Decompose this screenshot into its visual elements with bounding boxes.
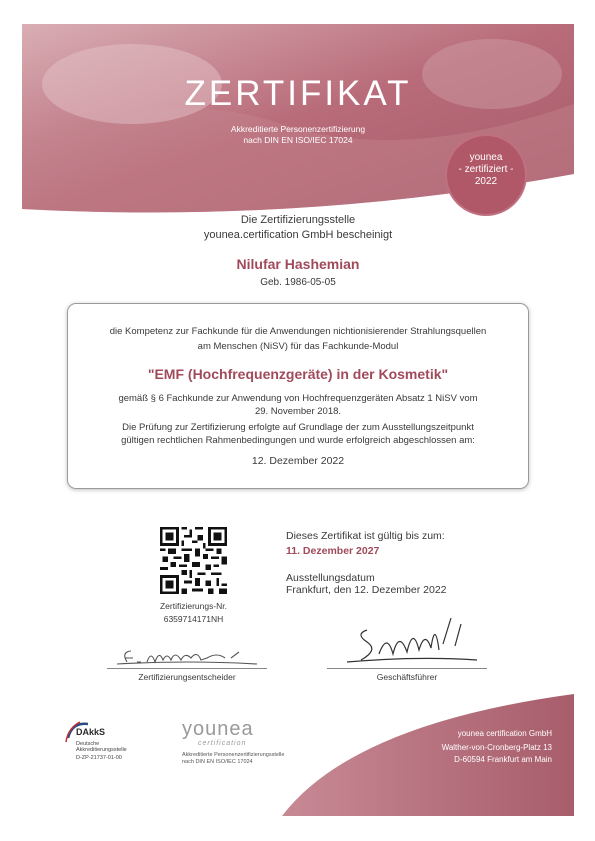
qr-code <box>160 527 227 594</box>
signature-role-2: Geschäftsführer <box>376 672 438 682</box>
younea-accreditation-2: nach DIN EN ISO/IEC 17024 <box>182 759 253 765</box>
validity-date: 11. Dezember 2027 <box>286 545 380 557</box>
seal-text: - zertifiziert - <box>458 164 514 175</box>
younea-logo: younea <box>182 718 254 740</box>
dakks-line-1: Deutsche <box>76 741 100 747</box>
address-street: Walther-von-Cronberg-Platz 13 <box>441 743 552 752</box>
completion-date: 12. Dezember 2022 <box>251 455 345 467</box>
certificate-title: ZERTIFIKAT <box>184 74 412 113</box>
signature-certification-decider <box>107 642 267 670</box>
certification-seal <box>447 136 525 214</box>
certificate-module: "EMF (Hochfrequenzgeräte) in der Kosmetik" <box>147 366 449 382</box>
competence-line-1: die Kompetenz zur Fachkunde für die Anwendungen nichtionisierender Strahlungsquellen <box>109 326 487 337</box>
seal-year: 2022 <box>474 176 498 187</box>
address-company: younea certification GmbH <box>457 729 552 738</box>
certificate-number: 6359714171NH <box>163 614 224 624</box>
dakks-id: D-ZP-21737-01-00 <box>76 755 122 761</box>
younea-logo-sub: certification <box>198 740 247 747</box>
certificate-number-label: Zertifizierungs-Nr. <box>159 601 228 611</box>
header-standard: nach DIN EN ISO/IEC 17024 <box>243 135 353 145</box>
header-subtitle: Akkreditierte Personenzertifizierung <box>230 124 366 134</box>
competence-line-6: gültigen rechtlichen Rahmenbedingungen und wurde erfolgreich abgeschlossen am: <box>121 435 475 446</box>
competence-line-4: 29. November 2018. <box>254 406 342 417</box>
competence-line-3: gemäß § 6 Fachkunde zur Anwendung von Hochfrequenzgeräten Absatz 1 NiSV vom <box>118 393 478 404</box>
signature-managing-director <box>327 612 487 668</box>
younea-accreditation-1: Akkreditierte Personenzertifizierungsstelle <box>182 752 285 758</box>
signature-line-1 <box>107 668 267 669</box>
signature-line-2 <box>327 668 487 669</box>
issuer-line-1: Die Zertifizierungsstelle <box>240 214 356 226</box>
competence-box <box>67 303 529 489</box>
issuer-line-2: younea.certification GmbH bescheinigt <box>203 229 393 241</box>
competence-line-2: am Menschen (NiSV) für das Fachkunde-Modul <box>197 341 399 352</box>
seal-brand: younea <box>469 152 503 163</box>
issue-label: Ausstellungsdatum <box>286 572 375 584</box>
issue-place-date: Frankfurt, den 12. Dezember 2022 <box>286 584 447 596</box>
dakks-name: DAkkS <box>76 727 106 737</box>
holder-birthdate: Geb. 1986-05-05 <box>260 277 336 288</box>
certificate-page <box>22 24 574 816</box>
address-city: D-60594 Frankfurt am Main <box>454 755 552 764</box>
dakks-line-2: Akkreditierungsstelle <box>76 747 127 753</box>
signature-role-1: Zertifizierungsentscheider <box>138 672 236 682</box>
holder-name: Nilufar Hashemian <box>236 256 360 272</box>
competence-line-5: Die Prüfung zur Zertifizierung erfolgte auf Grundlage der zum Ausstellungszeitpunkt <box>122 422 474 433</box>
validity-label: Dieses Zertifikat ist gültig bis zum: <box>286 530 445 542</box>
